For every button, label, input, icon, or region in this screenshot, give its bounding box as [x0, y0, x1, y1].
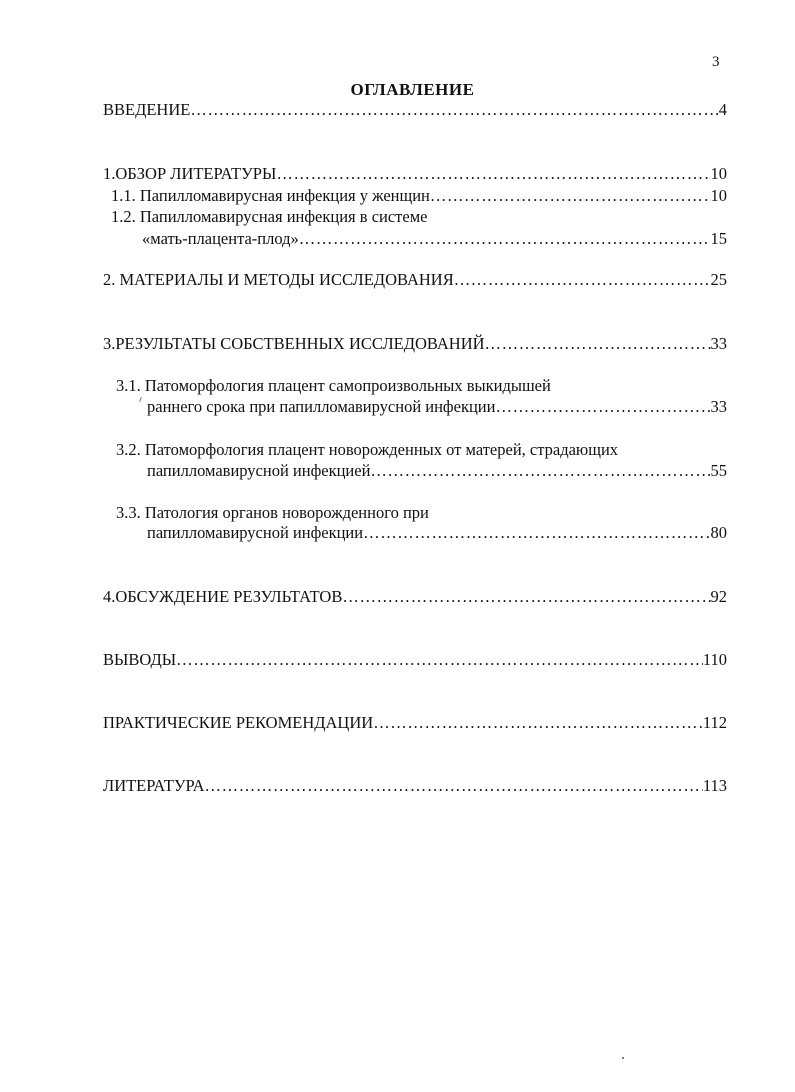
toc-entry-label: «мать-плацента-плод» [142, 229, 299, 248]
toc-entry-section-3-1[interactable] [147, 397, 727, 417]
toc-entry-label: ВЫВОДЫ [103, 650, 177, 669]
toc-entry-chapter-3[interactable] [103, 334, 727, 354]
toc-entry-page: 33 [710, 397, 727, 416]
toc-leader-dots [299, 229, 711, 249]
toc-entry-page: 33 [710, 334, 727, 353]
toc-entry-section-1-2[interactable] [142, 229, 727, 249]
toc-leader-dots [190, 100, 718, 120]
toc-leader-dots [370, 461, 710, 481]
toc-entry-section-3-3[interactable] [147, 523, 727, 543]
toc-entry-page: 10 [710, 186, 727, 205]
toc-entry-label: ВВЕДЕНИЕ [103, 100, 191, 119]
toc-entry-chapter-1[interactable] [103, 164, 727, 184]
toc-entry-page: 92 [710, 587, 727, 606]
toc-entry-label: ПРАКТИЧЕСКИЕ РЕКОМЕНДАЦИИ [103, 713, 374, 732]
toc-entry-references[interactable] [103, 776, 727, 796]
toc-leader-dots [373, 713, 703, 733]
toc-entry-section-3-1-line1: 3.1. Патоморфология плацент самопроизвольных выкидышей [116, 376, 551, 395]
toc-entry-section-3-3-line1: 3.3. Патология органов новорожденного при [116, 503, 429, 522]
toc-leader-dots [495, 397, 710, 417]
toc-entry-page: 110 [702, 650, 727, 669]
toc-entry-conclusions[interactable] [103, 650, 727, 670]
toc-leader-dots [176, 650, 703, 670]
toc-entry-label: ЛИТЕРАТУРА [103, 776, 205, 795]
scan-speck [622, 1057, 624, 1059]
toc-entry-chapter-4[interactable] [103, 587, 727, 607]
toc-entry-section-3-2-line1: 3.2. Патоморфология плацент новорожденных от матерей, страдающих [116, 440, 619, 459]
toc-entry-page: 15 [710, 229, 727, 248]
toc-entry-page: 55 [710, 461, 727, 480]
toc-entry-section-3-2[interactable] [147, 461, 727, 481]
toc-entry-label: 2. МАТЕРИАЛЫ И МЕТОДЫ ИССЛЕДОВАНИЯ [103, 270, 454, 289]
toc-leader-dots [485, 334, 711, 354]
toc-leader-dots [454, 270, 711, 290]
toc-leader-dots [430, 186, 711, 206]
toc-entry-page: 4 [718, 100, 727, 119]
toc-entry-introduction[interactable] [103, 100, 727, 120]
toc-leader-dots [276, 164, 710, 184]
toc-entry-label: папилломавирусной инфекцией [147, 461, 371, 480]
toc-leader-dots [363, 523, 710, 543]
toc-entry-page: 112 [702, 713, 727, 732]
toc-entry-page: 80 [710, 523, 727, 542]
scan-speck [139, 397, 142, 402]
toc-entry-label: 3.РЕЗУЛЬТАТЫ СОБСТВЕННЫХ ИССЛЕДОВАНИЙ [103, 334, 485, 353]
toc-entry-page: 113 [702, 776, 727, 795]
toc-entry-section-1-1[interactable] [111, 186, 727, 206]
toc-entry-label: папилломавирусной инфекции [147, 523, 364, 542]
toc-entry-section-1-2-line1: 1.2. Папилломавирусная инфекция в системе [111, 207, 428, 226]
toc-leader-dots [342, 587, 710, 607]
toc-entry-page: 25 [710, 270, 727, 289]
toc-entry-page: 10 [710, 164, 727, 183]
toc-entry-label: 1.ОБЗОР ЛИТЕРАТУРЫ [103, 164, 277, 183]
page-number: 3 [712, 54, 720, 70]
toc-entry-recommendations[interactable] [103, 713, 727, 733]
toc-entry-chapter-2[interactable] [103, 270, 727, 290]
toc-entry-label: раннего срока при папилломавирусной инфекции [147, 397, 496, 416]
toc-title: ОГЛАВЛЕНИЕ [350, 80, 475, 99]
toc-entry-label: 4.ОБСУЖДЕНИЕ РЕЗУЛЬТАТОВ [103, 587, 343, 606]
toc-entry-label: 1.1. Папилломавирусная инфекция у женщин [111, 186, 430, 205]
toc-leader-dots [205, 776, 703, 796]
